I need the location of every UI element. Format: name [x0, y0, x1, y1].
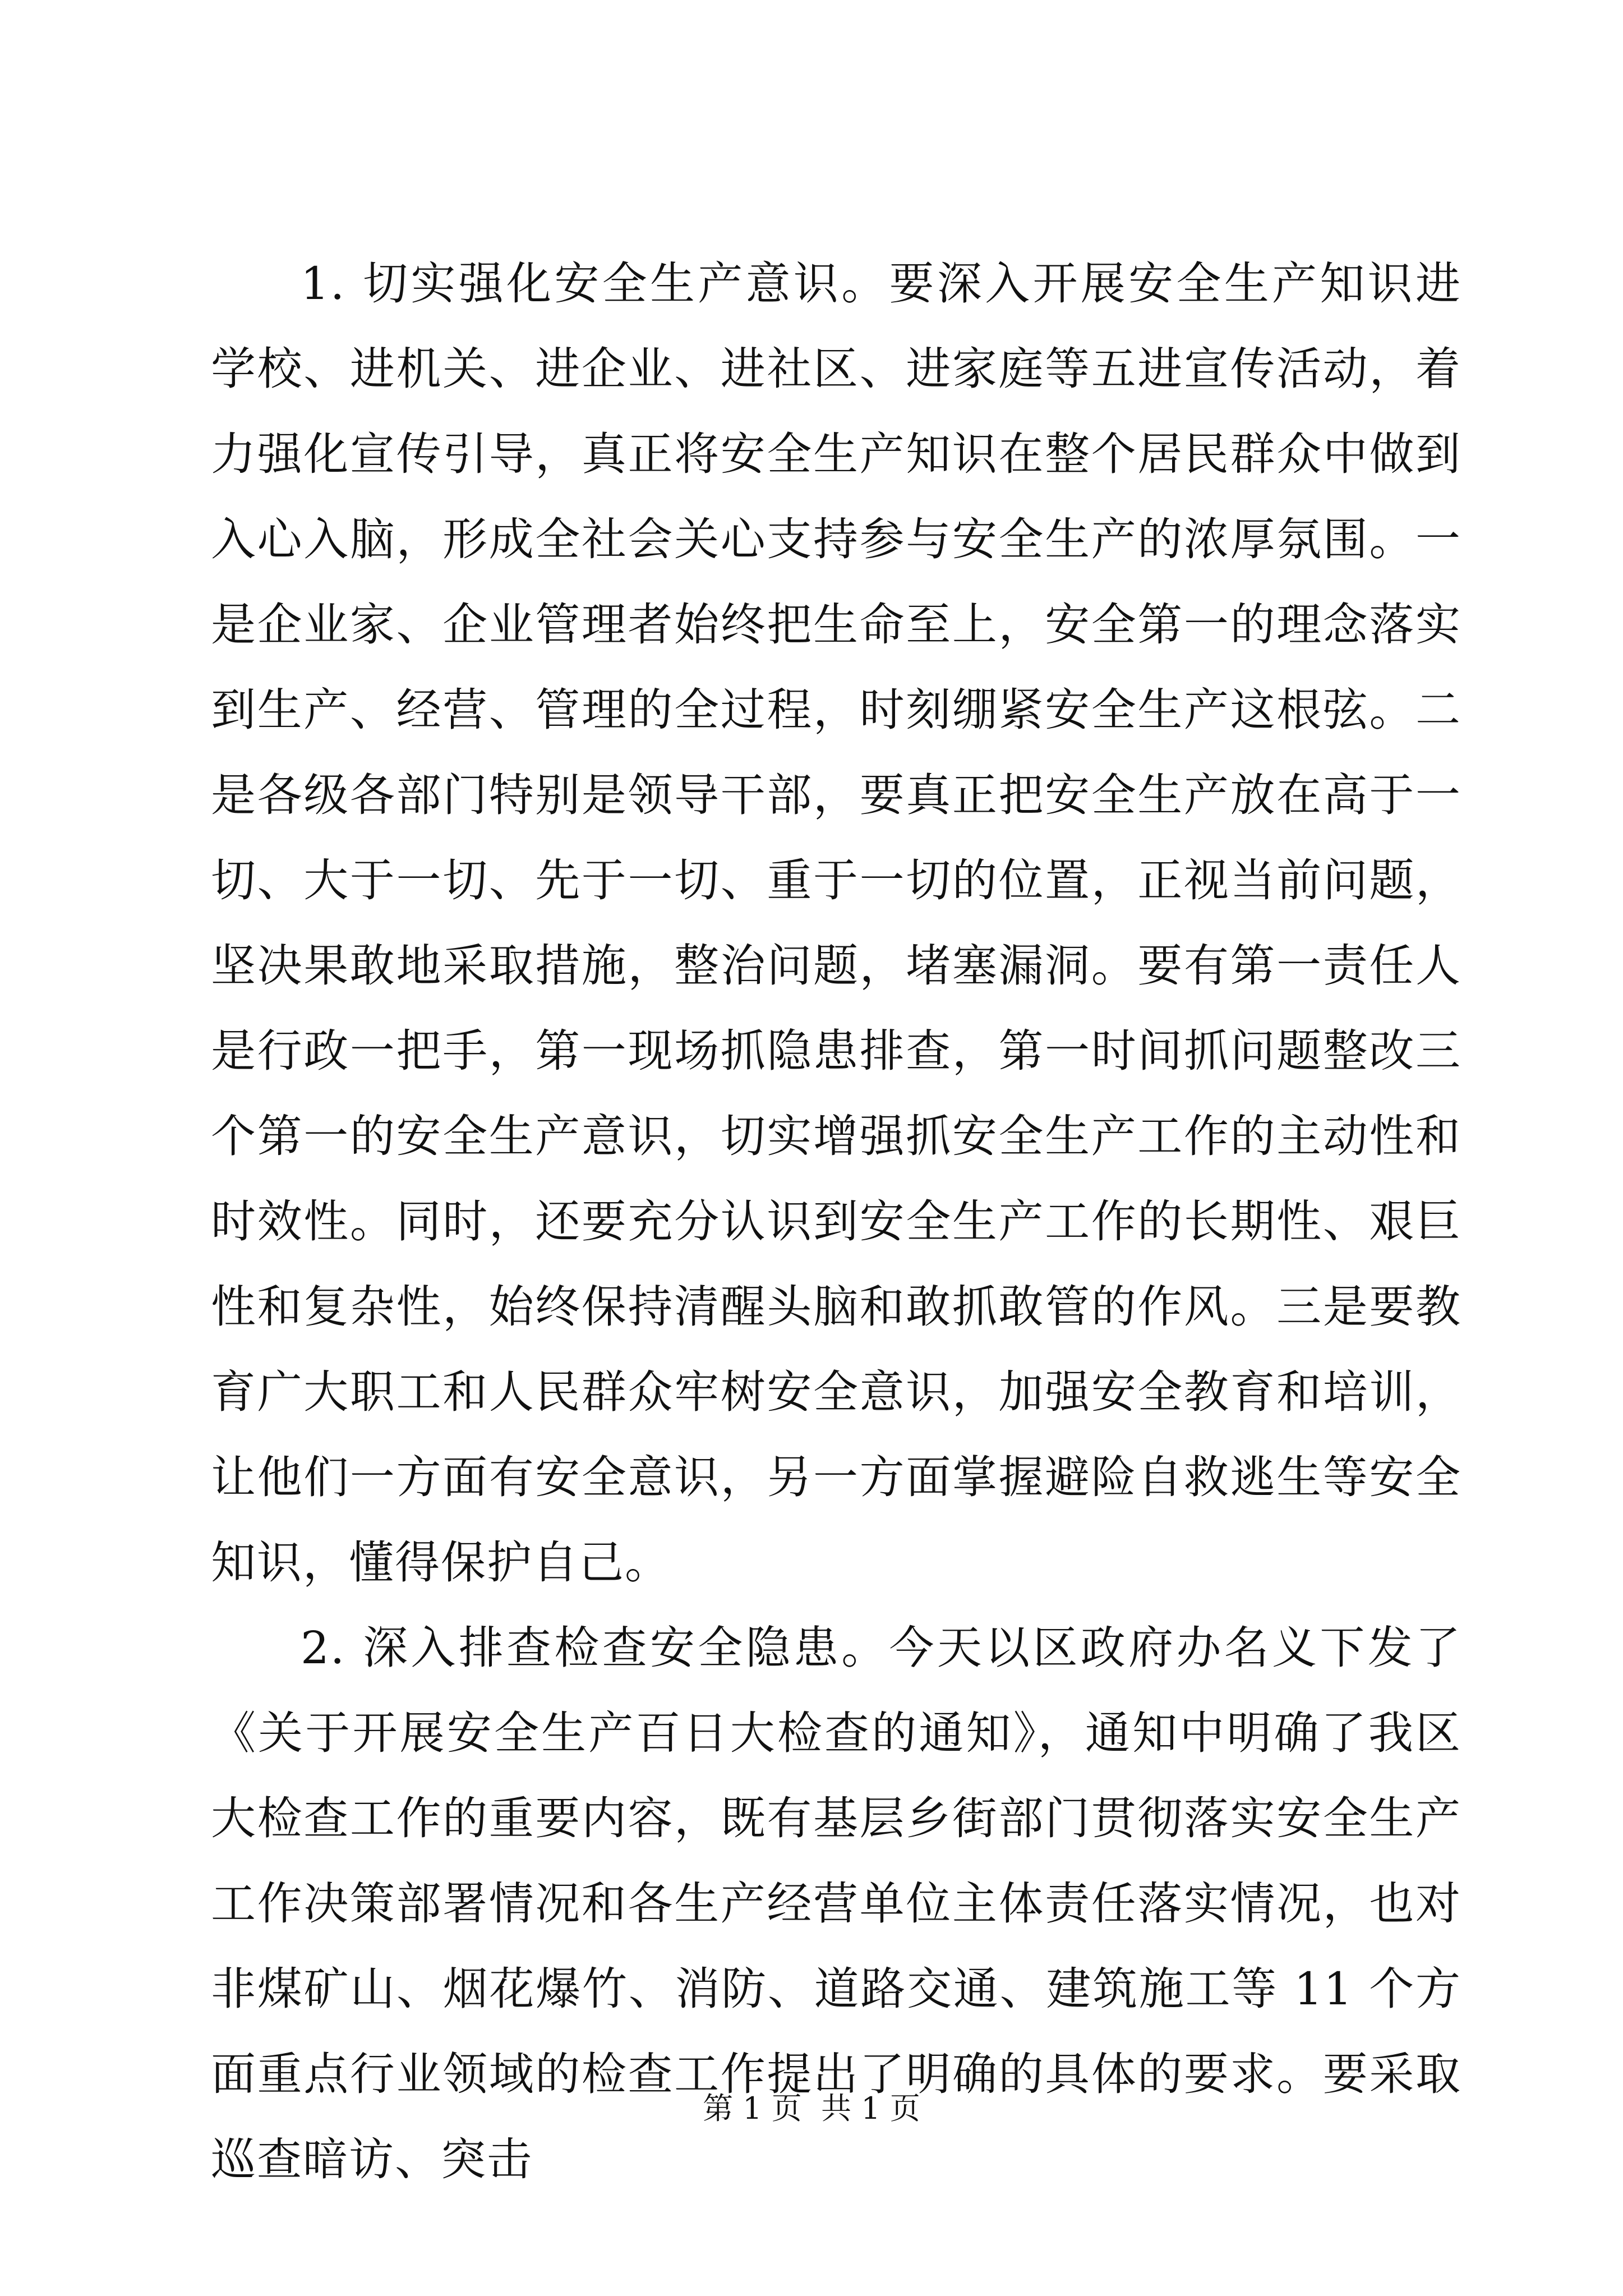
document-body: [211, 241, 1461, 2202]
paragraph-1: 1. 切实强化安全生产意识。要深入开展安全生产知识进学校、进机关、进企业、进社区、进家庭等五进宣传活动，着力强化宣传引导，真正将安全生产知识在整个居民群众中做到入心入脑，形成全社会关心支持参与安全生产的浓厚氛围。一是企业家、企业管理者始终把生命至上，安全第一的理念落实到生产、经营、管理的全过程，时刻绷紧安全生产这根弦。二是各级各部门特别是领导干部，要真正把安全生产放在高于一切、大于一切、先于一切、重于一切的位置，正视当前问题，坚决果敢地采取措施，整治问题，堵塞漏洞。要有第一责任人是行政一把手，第一现场抓隐患排查，第一时间抓问题整改三个第一的安全生产意识，切实增强抓安全生产工作的主动性和时效性。同时，还要充分认识到安全生产工作的长期性、艰巨性和复杂性，始终保持清醒头脑和敢抓敢管的作风。三是要教育广大职工和人民群众牢树安全意识，加强安全教育和培训，让他们一方面有安全意识，另一方面掌握避险自救逃生等安全知识，懂得保护自己。: [211, 257, 1461, 1589]
page-footer: [0, 2089, 1623, 2128]
page-number: 第 1 页 共 1 页: [703, 2091, 920, 2126]
paragraph-2: 2. 深入排查检查安全隐患。今天以区政府办名义下发了《关于开展安全生产百日大检查的通知》，通知中明确了我区大检查工作的重要内容，既有基层乡街部门贯彻落实安全生产工作决策部署情况和各生产经营单位主体责任落实情况，也对非煤矿山、烟花爆竹、消防、道路交通、建筑施工等 11 个方面重点行业领域的检查工作提出了明确的具体的要求。要采取巡查暗访、突击: [211, 1622, 1461, 2185]
